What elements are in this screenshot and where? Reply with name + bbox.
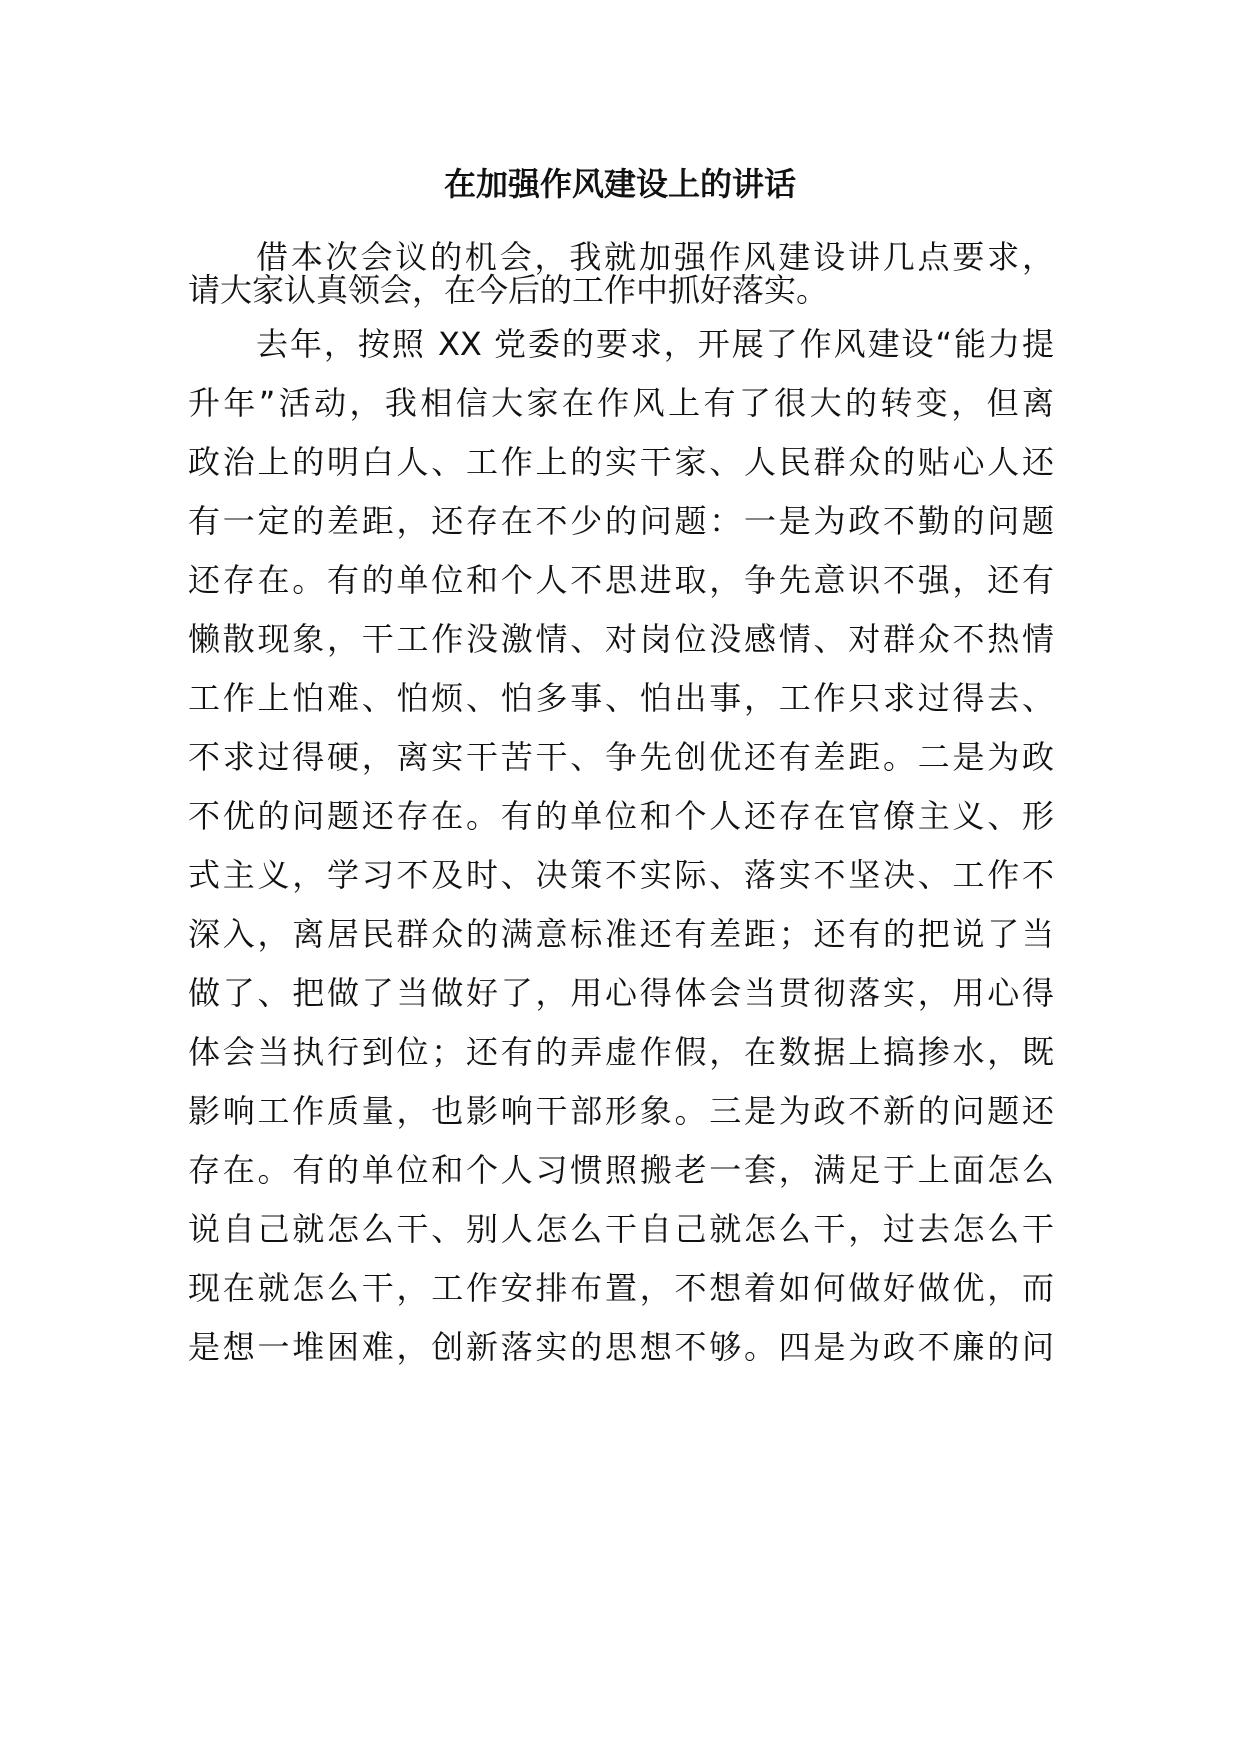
paragraph-2-line-14: 影响工作质量，也影响干部形象。三是为政不新的问题还 [188,1092,1054,1130]
paragraph-2-line-5: 还存在。有的单位和个人不思进取，争先意识不强，还有 [188,561,1054,599]
paragraph-2-line-8: 不求过得硬，离实干苦干、争先创优还有差距。二是为政 [188,738,1054,776]
paragraph-2-line-18: 是想一堆困难，创新落实的思想不够。四是为政不廉的问 [188,1328,1054,1366]
paragraph-2-line-11: 深入，离居民群众的满意标准还有差距；还有的把说了当 [188,915,1054,953]
paragraph-2-line-4: 有一定的差距，还存在不少的问题：一是为政不勤的问题 [188,502,1054,540]
paragraph-2-line-6: 懒散现象，干工作没激情、对岗位没感情、对群众不热情 [188,620,1054,658]
paragraph-2-line-2: 升年”活动，我相信大家在作风上有了很大的转变，但离 [188,384,1054,422]
paragraph-2-line-3: 政治上的明白人、工作上的实干家、人民群众的贴心人还 [188,443,1054,481]
paragraph-2-line-10: 式主义，学习不及时、决策不实际、落实不坚决、工作不 [188,856,1054,894]
paragraph-2-line-7: 工作上怕难、怕烦、怕多事、怕出事，工作只求过得去、 [188,679,1054,717]
paragraph-2-line-15: 存在。有的单位和个人习惯照搬老一套，满足于上面怎么 [188,1151,1054,1189]
paragraph-1-line-2: 请大家认真领会，在今后的工作中抓好落实。 [188,271,829,309]
paragraph-2-line-17: 现在就怎么干，工作安排布置，不想着如何做好做优，而 [188,1269,1054,1307]
paragraph-1-line-1: 借本次会议的机会，我就加强作风建设讲几点要求， [256,238,1054,276]
paragraph-2-line-13: 体会当执行到位；还有的弄虚作假，在数据上搞掺水，既 [188,1033,1054,1071]
document-title: 在加强作风建设上的讲话 [443,165,796,203]
paragraph-2-line-12: 做了、把做了当做好了，用心得体会当贯彻落实，用心得 [188,974,1054,1012]
paragraph-2-line-9: 不优的问题还存在。有的单位和个人还存在官僚主义、形 [188,797,1054,835]
paragraph-2-line-1: 去年，按照 XX 党委的要求，开展了作风建设“能力提 [256,325,1054,363]
paragraph-2-line-16: 说自己就怎么干、别人怎么干自己就怎么干，过去怎么干 [188,1210,1054,1248]
